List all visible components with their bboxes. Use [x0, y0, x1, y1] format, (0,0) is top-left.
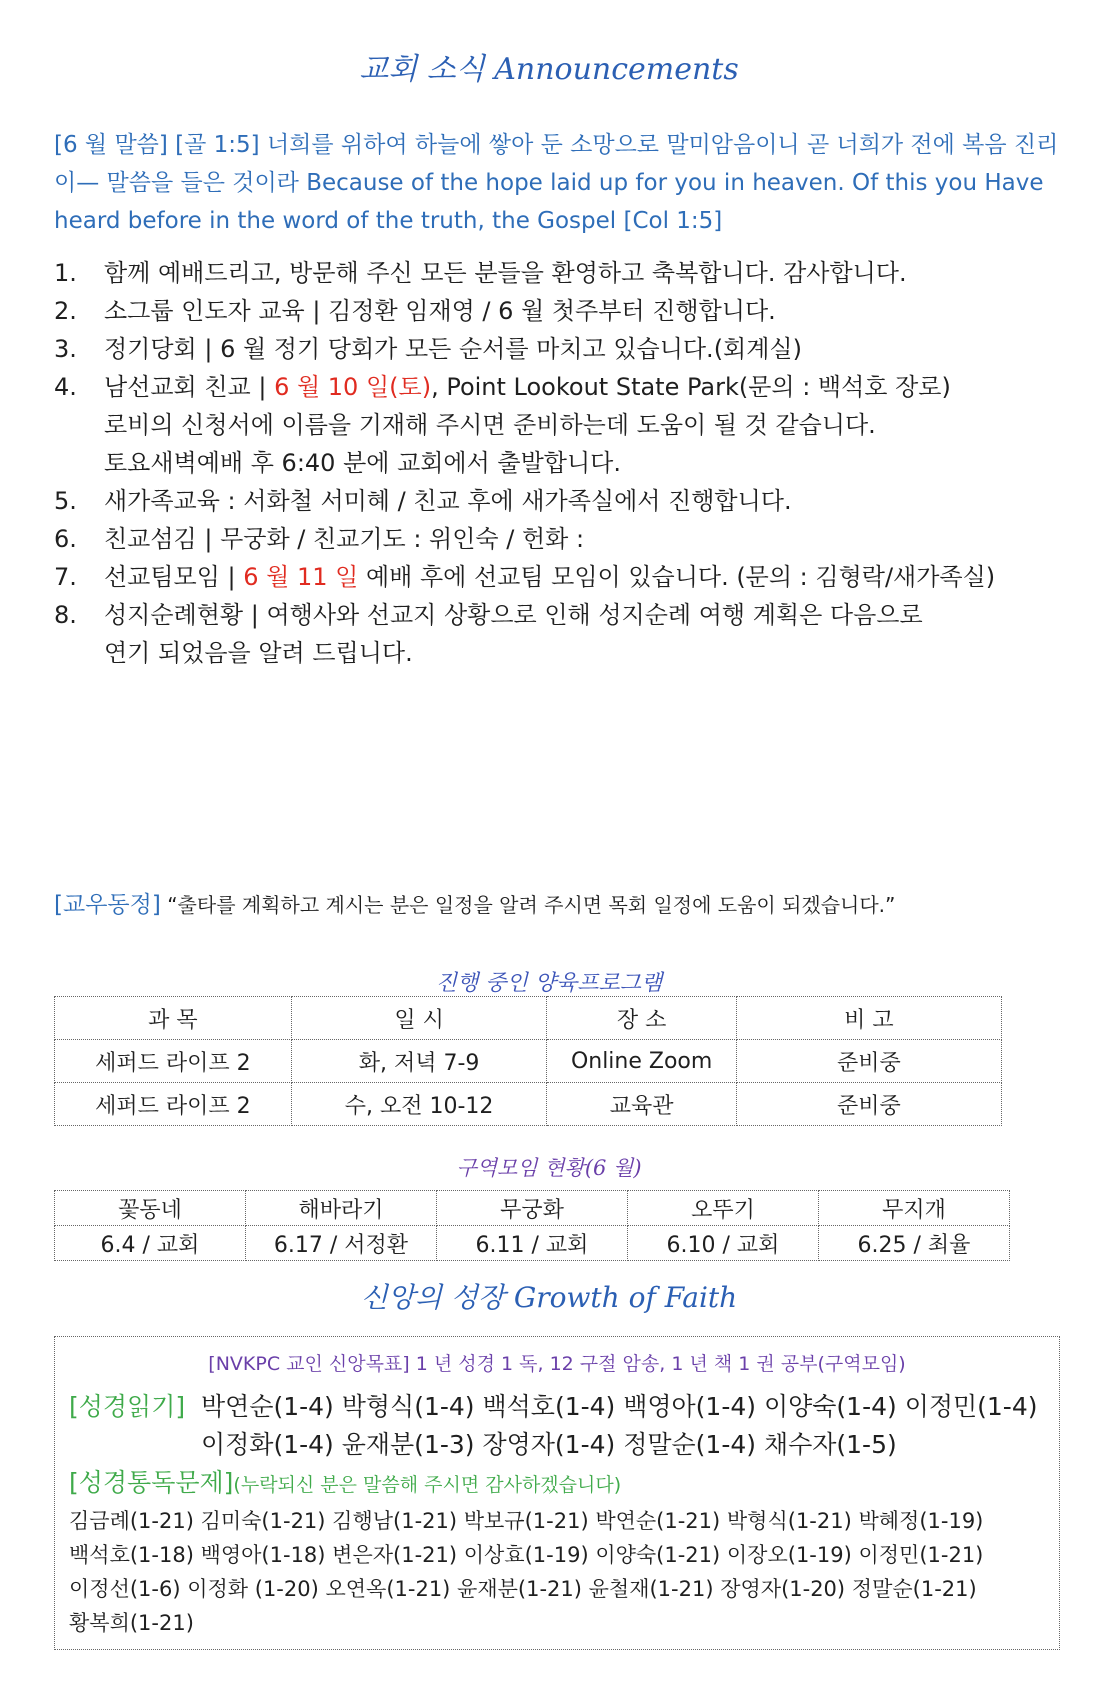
announcement-item: 6. 친교섬김 | 무궁화 / 친교기도 : 위인숙 / 헌화 : [54, 525, 585, 553]
problem-line: 김금례(1-21) 김미숙(1-21) 김행남(1-21) 박보규(1-21) 박연순(1-21) 박형식(1-21) 박혜정(1-19) [69, 1509, 984, 1533]
problem-note: (누락되신 분은 말씀해 주시면 감사하겠습니다) [233, 1474, 622, 1496]
announcement-item: 5. 새가족교육 : 서화철 서미혜 / 친교 후에 새가족실에서 진행합니다. [54, 487, 792, 515]
district-title: 구역모임 현황(6 월) [456, 1156, 642, 1180]
announcement-list [54, 254, 1064, 672]
program-title: 진행 중인 양육프로그램 [435, 971, 663, 996]
announcement-item: 4. 남선교회 친교 | 6 월 10 일(토), Point Lookout State Park(문의 : 백석호 장로) 로비의 신청서에 이름을 기재해 주시면 준비하는데 도움이 될 것 같습니다. 토요새벽예배 후 6:40 분에 교회에서 출발합니다. [54, 373, 951, 477]
page-title: 교회 소식 Announcements [359, 52, 739, 87]
faith-goal: [NVKPC 교인 신앙목표] 1 년 성경 1 독, 12 구절 암송, 1 년 책 1 권 공부(구역모임) [208, 1353, 906, 1375]
announcement-item: 8. 성지순례현황 | 여행사와 선교지 상황으로 인해 성지순례 여행 계획은 다음으로 연기 되었음을 알려 드립니다. [54, 601, 923, 667]
reading-label: [성경읽기] [69, 1392, 186, 1421]
table-header-row: 과 목 일 시 장 소 비 고 [55, 997, 1002, 1040]
problem-header [69, 1464, 1059, 1504]
highlight-date: 6 월 10 일(토) [274, 373, 432, 401]
problem-line: 백석호(1-18) 백영아(1-18) 변은자(1-21) 이상효(1-19) 이양숙(1-21) 이장오(1-19) 이정민(1-21) [69, 1543, 984, 1567]
table-row: 세퍼드 라이프 2 화, 저녁 7-9 Online Zoom 준비중 [55, 1040, 1002, 1083]
announcement-item: 7. 선교팀모임 | 6 월 11 일 예배 후에 선교팀 모임이 있습니다. (문의 : 김형락/새가족실) [54, 563, 996, 591]
reading-line: [성경읽기] 박연순(1-4) 박형식(1-4) 백석호(1-4) 백영아(1-4) 이양숙(1-4) 이정민(1-4) [69, 1392, 1038, 1421]
growth-title: 신앙의 성장 Growth of Faith [360, 1281, 738, 1314]
problem-label: [성경통독문제] [69, 1468, 234, 1497]
announcement-item: 2. 소그룹 인도자 교육 | 김정환 임재영 / 6 월 첫주부터 진행합니다. [54, 297, 776, 325]
announcement-item: 3. 정기당회 | 6 월 정기 당회가 모든 순서를 마치고 있습니다.(회계실) [54, 335, 802, 363]
district-table [54, 1190, 1010, 1261]
member-news [54, 886, 1064, 919]
table-header-row: 꽃동네 해바라기 무궁화 오뚜기 무지개 [55, 1191, 1010, 1226]
highlight-date: 6 월 11 일 [243, 563, 359, 591]
table-row: 6.4 / 교회 6.17 / 서정환 6.11 / 교회 6.10 / 교회 6.25 / 최율 [55, 1226, 1010, 1261]
reading-line: 이정화(1-4) 윤재분(1-3) 장영자(1-4) 정말순(1-4) 채수자(1-5) [201, 1430, 897, 1459]
problem-line: 황복희(1-21) [69, 1611, 194, 1635]
problem-line: 이정선(1-6) 이정화 (1-20) 오연옥(1-21) 윤재분(1-21) 윤철재(1-21) 장영자(1-20) 정말순(1-21) [69, 1577, 977, 1601]
growth-box [54, 1336, 1060, 1650]
table-row: 세퍼드 라이프 2 수, 오전 10-12 교육관 준비중 [55, 1083, 1002, 1126]
program-table [54, 996, 1002, 1126]
monthly-verse: [6 월 말씀] [골 1:5] 너희를 위하여 하늘에 쌓아 둔 소망으로 말미암음이니 곧 너희가 전에 복음 진리이— 말씀을 들은 것이라 Because of the hope laid up for you in heaven. Of this you Have heard before in the word of the truth, the Gospel [Col 1:5] [54, 132, 1059, 234]
announcement-item: 1. 함께 예배드리고, 방문해 주신 모든 분들을 환영하고 축복합니다. 감사합니다. [54, 259, 907, 287]
member-news-text: “출타를 계획하고 계시는 분은 일정을 알려 주시면 목회 일정에 도움이 되겠습니다.” [167, 893, 896, 917]
member-news-tag: [교우동정] [54, 892, 161, 918]
